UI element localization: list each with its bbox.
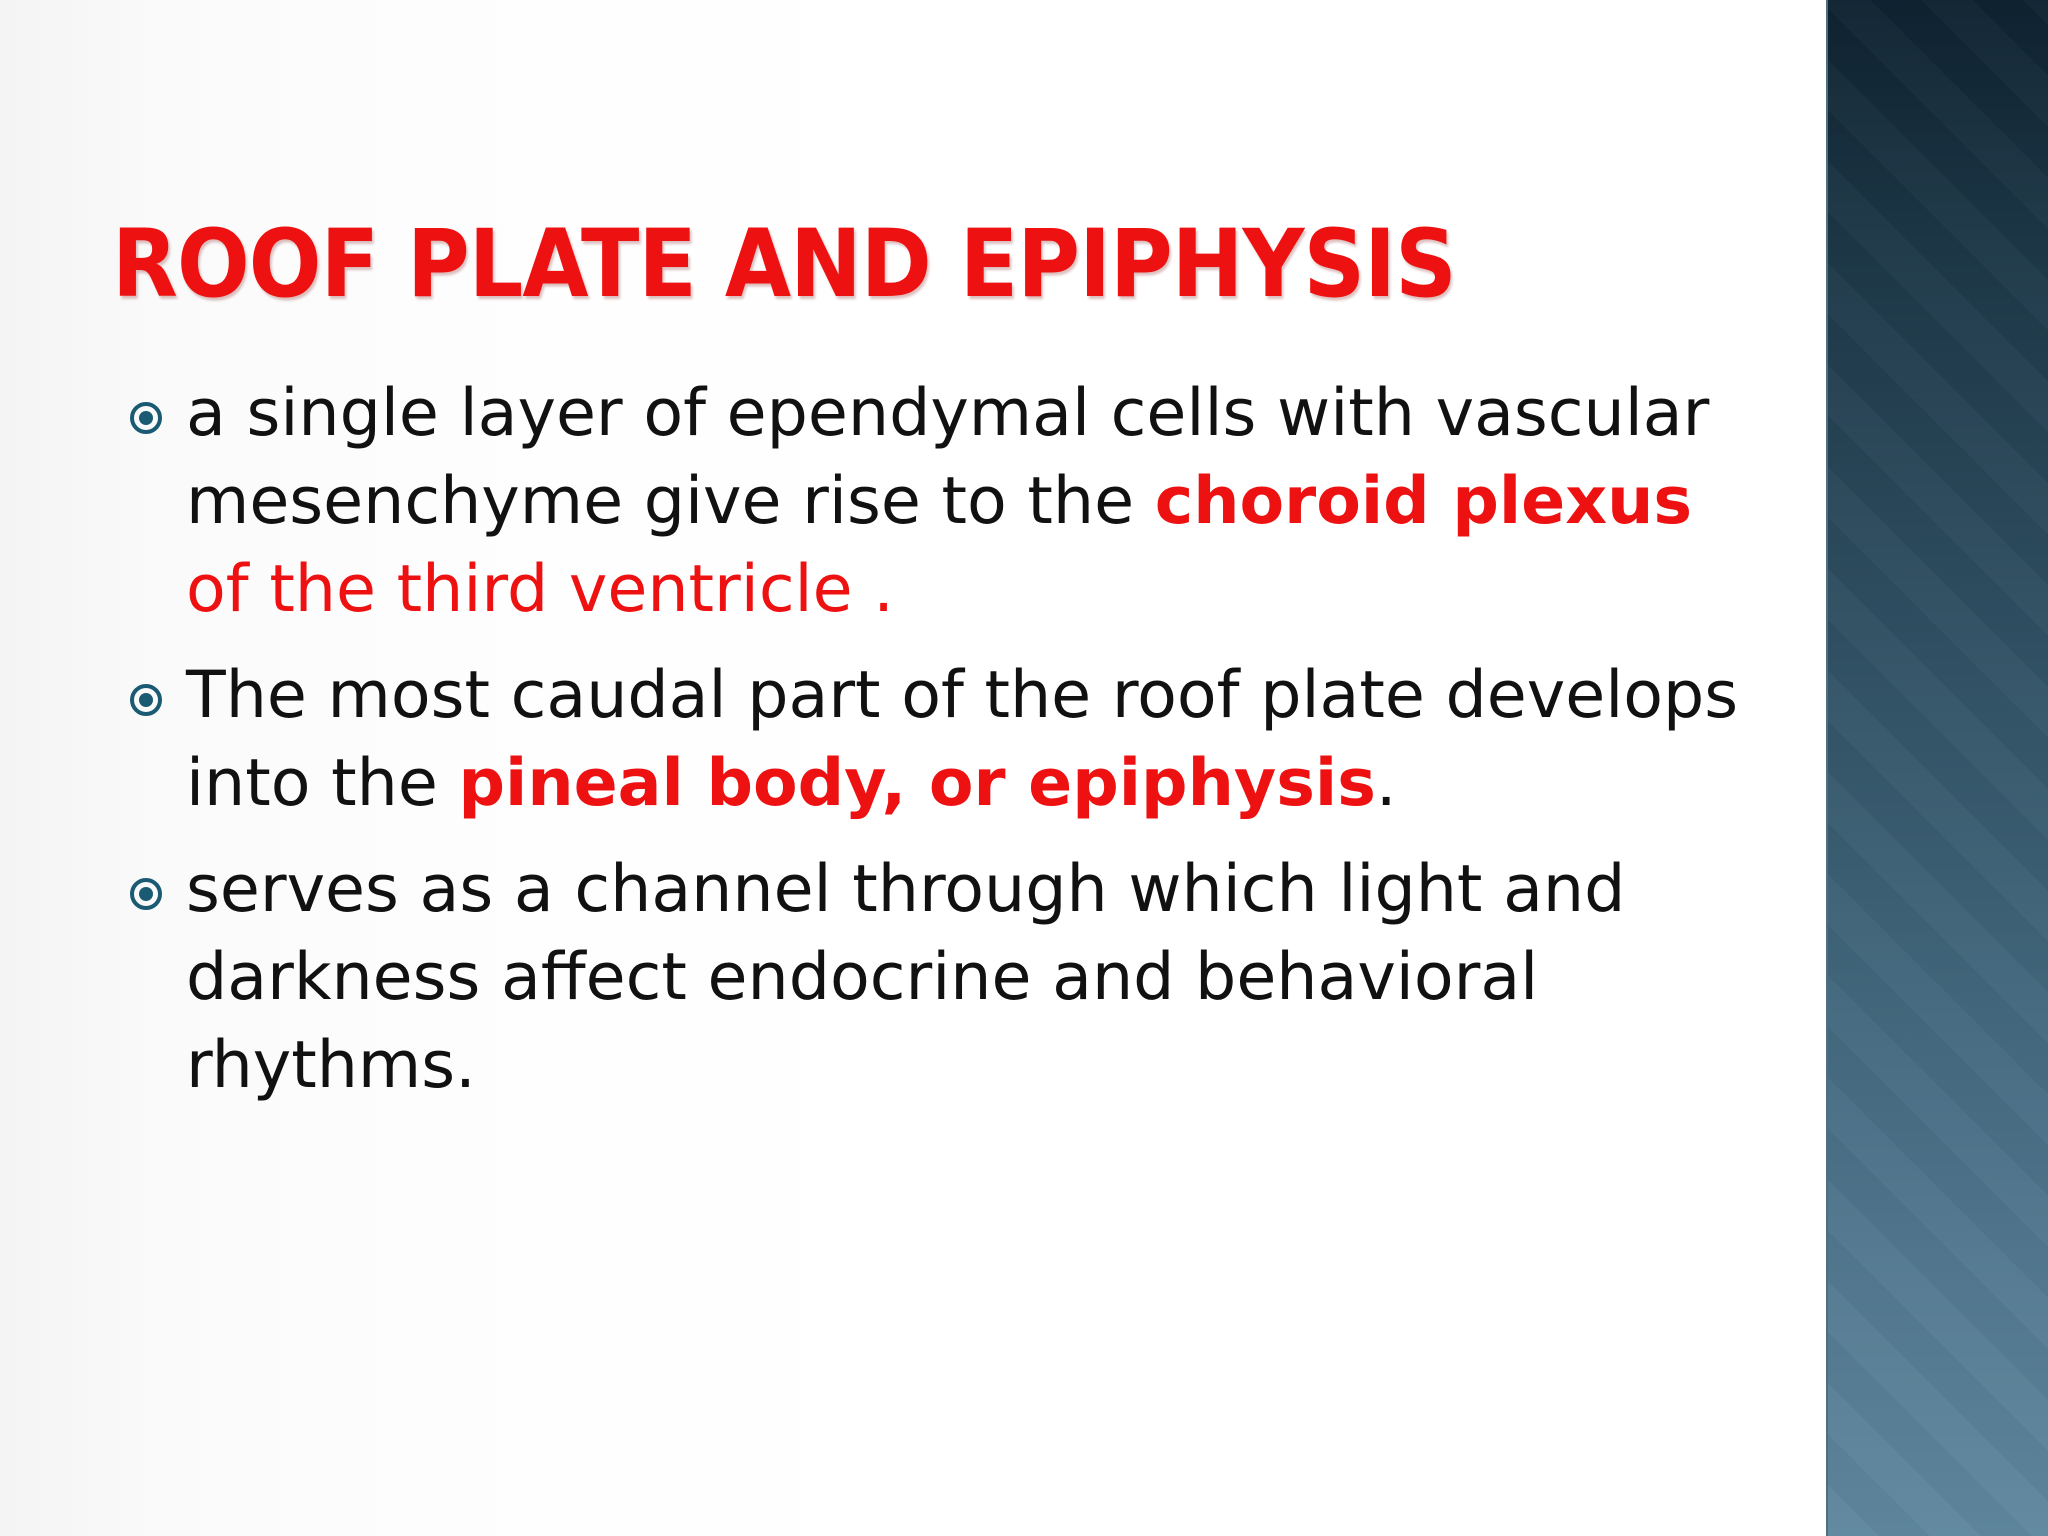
circled-dot-icon [128, 682, 164, 718]
circled-dot-icon [128, 400, 164, 436]
bullet-1-highlight-plain: of the third ventricle . [186, 552, 894, 627]
decorative-sidebar [1826, 0, 2048, 1536]
bullet-1-highlight-bold: choroid plexus [1154, 464, 1693, 539]
bullet-item-3 [128, 846, 1748, 1110]
circled-dot-icon [128, 876, 164, 912]
bullet-list [128, 370, 1748, 1128]
bullet-3-text: serves as a channel through which light and darkness affect endocrine and behavioral rhythms. [186, 852, 1626, 1103]
bullet-1-text: a single layer of ependymal cells with vascular mesenchyme give rise to the [186, 376, 1710, 539]
bullet-item-2 [128, 652, 1748, 828]
slide-title: ROOF PLATE AND EPIPHYSIS [112, 210, 1456, 319]
bullet-2-highlight-bold: pineal body, or epiphysis [458, 746, 1376, 821]
bullet-item-1 [128, 370, 1748, 634]
bullet-2-period: . [1375, 746, 1397, 821]
bullet-2-text: The most caudal part of the roof plate develops into the [186, 658, 1739, 821]
